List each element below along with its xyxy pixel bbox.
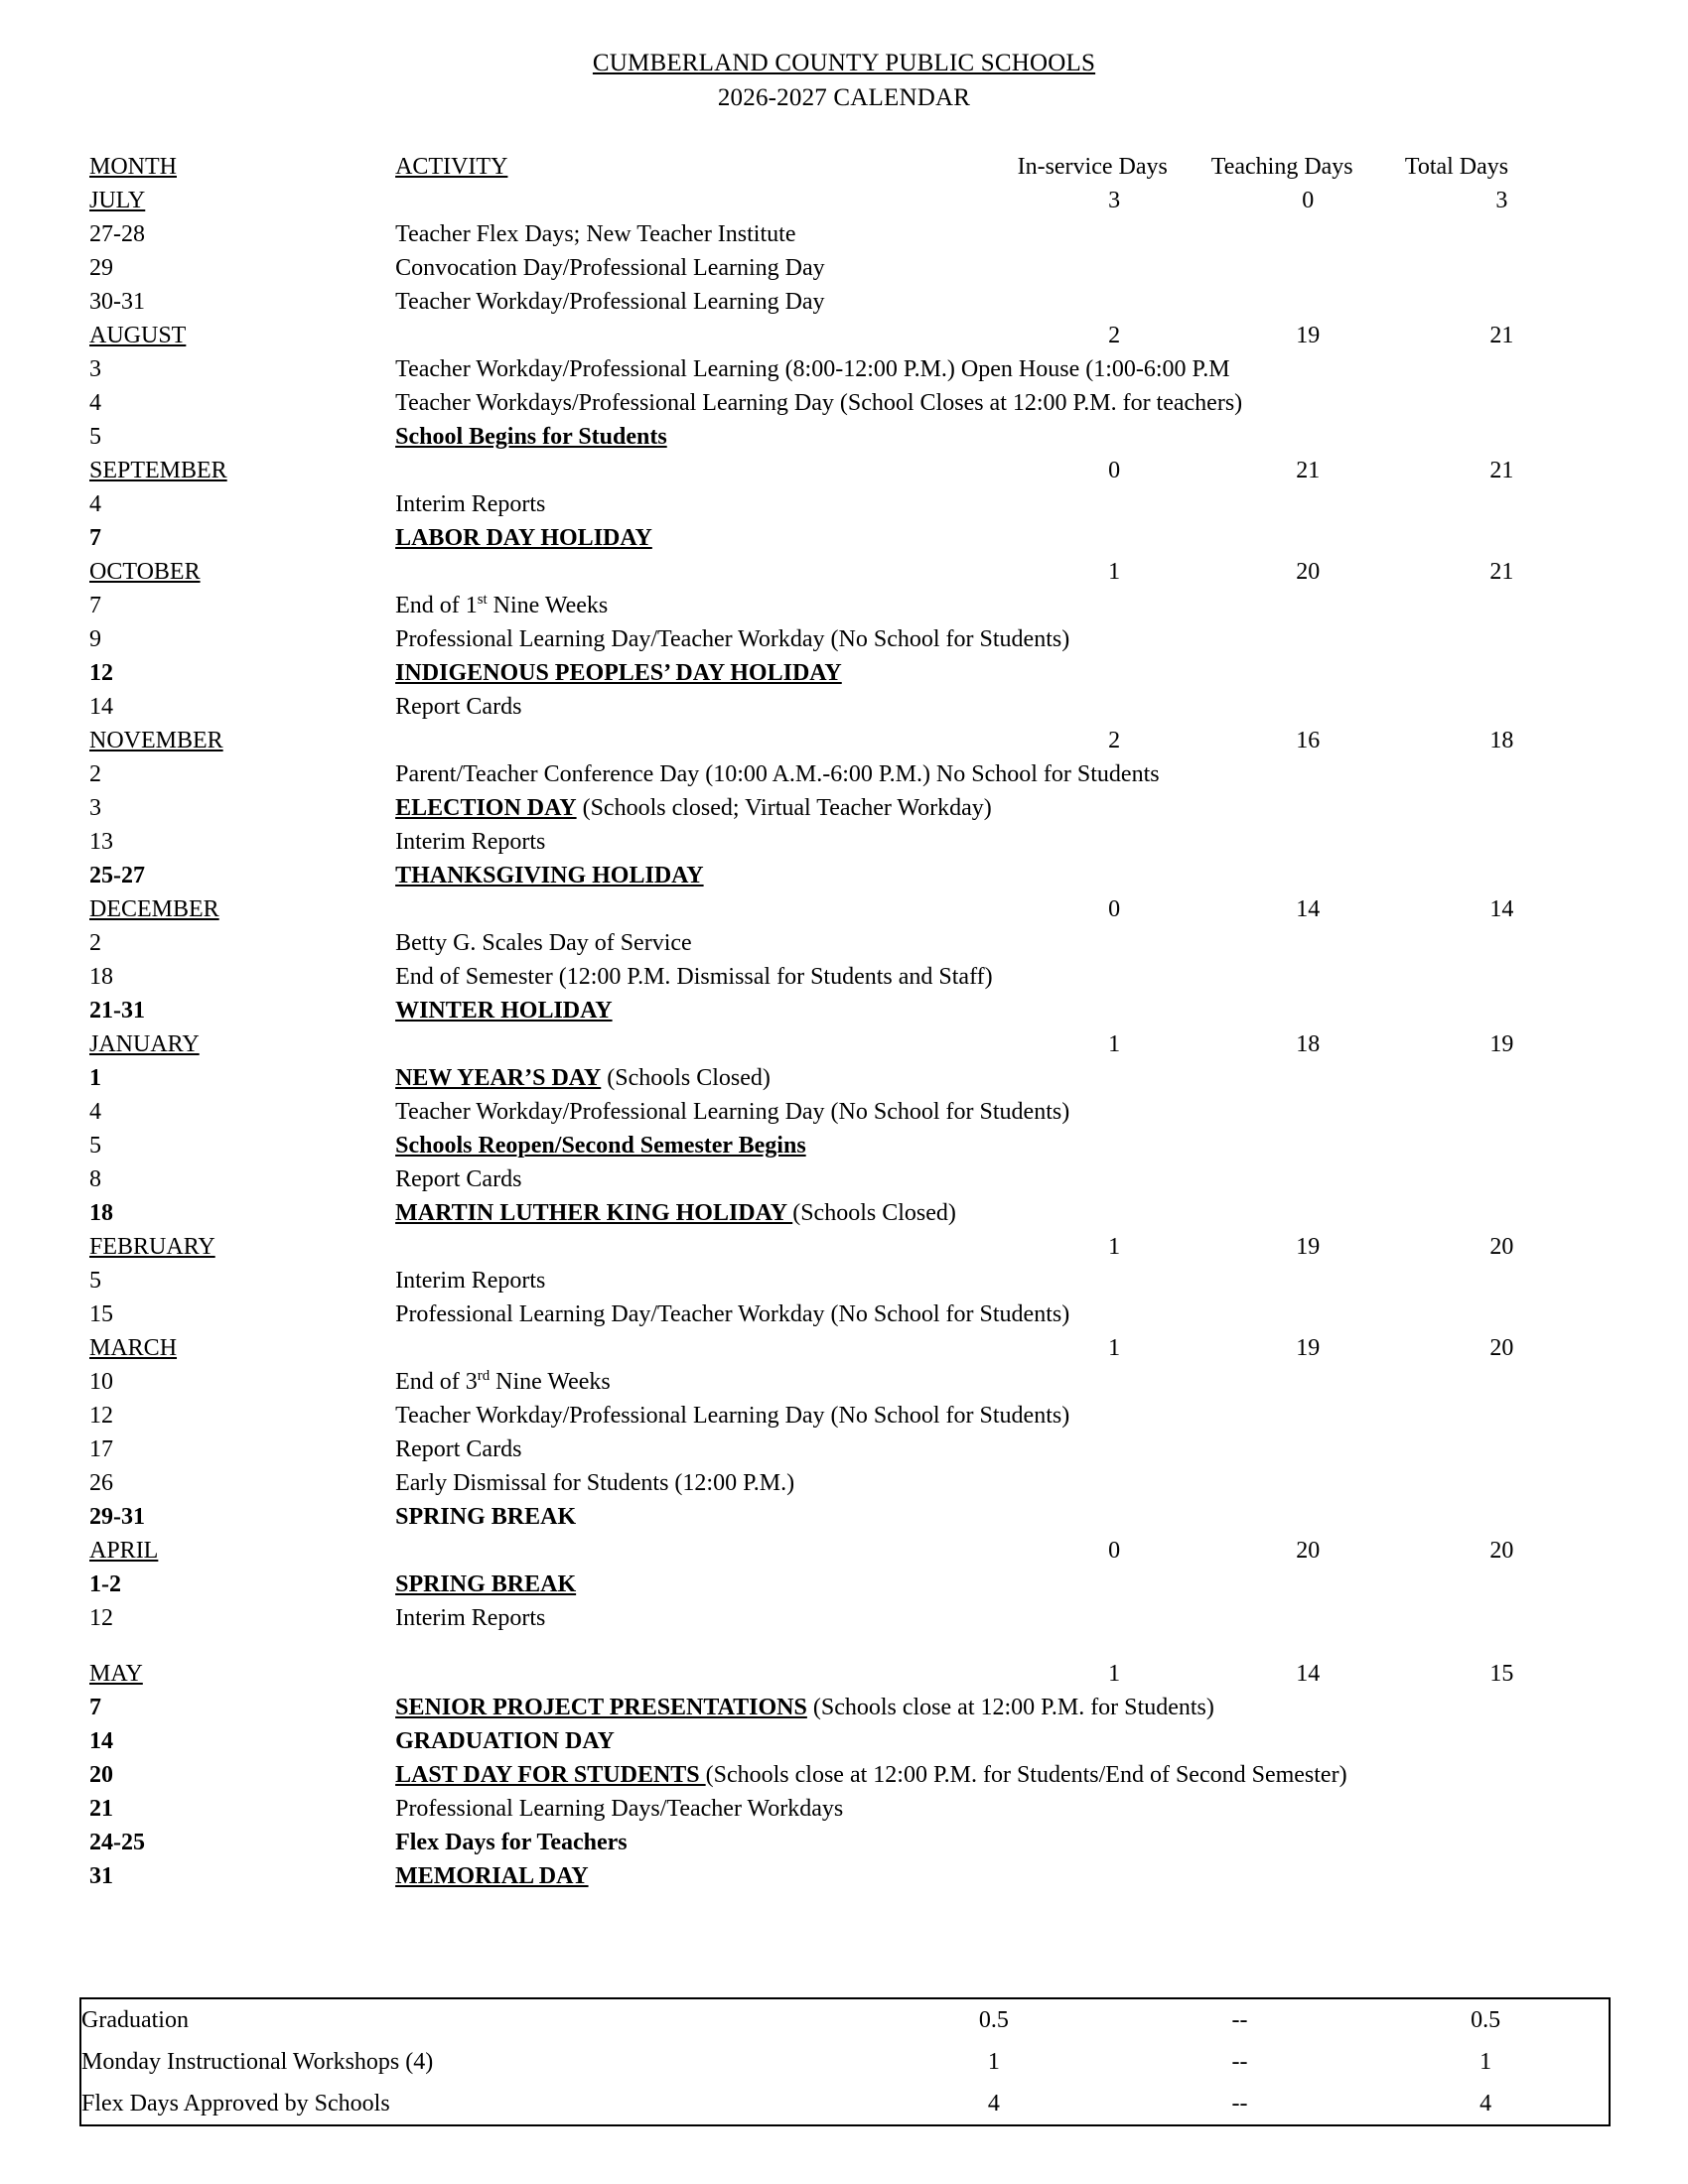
entry-day: 26 xyxy=(89,1470,113,1496)
month-teaching-days: 20 xyxy=(1296,559,1321,585)
month-total-days: 18 xyxy=(1489,728,1514,753)
entry-activity: Professional Learning Days/Teacher Workdays xyxy=(395,1796,844,1822)
month-teaching-days: 16 xyxy=(1296,728,1321,753)
entry-day: 29-31 xyxy=(89,1504,145,1530)
header-teaching: Teaching Days xyxy=(1210,154,1353,180)
month-teaching-days: 21 xyxy=(1296,458,1321,483)
month-total-days: 3 xyxy=(1495,188,1508,213)
month-name: MARCH xyxy=(89,1335,178,1361)
calendar-entry-row xyxy=(89,352,1599,386)
month-total-days: 20 xyxy=(1489,1335,1514,1361)
calendar-entry-row xyxy=(89,1500,1599,1534)
month-teaching-days: 14 xyxy=(1296,896,1321,922)
entry-day: 2 xyxy=(89,761,101,787)
calendar-entry-row xyxy=(89,1466,1599,1500)
entry-day: 8 xyxy=(89,1166,101,1192)
month-name: DECEMBER xyxy=(89,896,219,922)
calendar-entry-row xyxy=(89,690,1599,724)
entry-activity: Professional Learning Day/Teacher Workday (No School for Students) xyxy=(395,1301,1070,1327)
month-name: AUGUST xyxy=(89,323,187,348)
calendar-entry-row xyxy=(89,791,1599,825)
entry-activity: Interim Reports xyxy=(395,829,546,855)
entry-activity: SPRING BREAK xyxy=(395,1504,577,1530)
entry-day: 12 xyxy=(89,660,113,686)
summary-total: 0.5 xyxy=(1471,2007,1501,2033)
entry-activity: End of 1st Nine Weeks xyxy=(395,592,609,618)
month-total-days: 19 xyxy=(1489,1031,1514,1057)
summary-row xyxy=(81,1999,1609,2041)
entry-activity: Report Cards xyxy=(395,694,522,720)
entry-activity: ELECTION DAY xyxy=(395,795,577,821)
entry-activity: LAST DAY FOR STUDENTS xyxy=(395,1762,706,1788)
month-total-days: 20 xyxy=(1489,1538,1514,1564)
calendar-entry-row xyxy=(89,1568,1599,1601)
entry-activity: End of 3rd Nine Weeks xyxy=(395,1368,611,1395)
calendar-entry-row xyxy=(89,859,1599,892)
title-line-1: CUMBERLAND COUNTY PUBLIC SCHOOLS xyxy=(592,50,1096,76)
entry-activity-note: (Schools Closed) xyxy=(601,1065,771,1091)
calendar-table xyxy=(89,150,1599,1893)
month-in-service-days: 0 xyxy=(1108,1538,1121,1564)
entry-day: 7 xyxy=(89,593,101,618)
calendar-entry-row xyxy=(89,217,1599,251)
month-total-days: 21 xyxy=(1489,559,1514,585)
month-row xyxy=(89,724,1599,757)
summary-box xyxy=(79,1997,1611,2126)
entry-day: 21-31 xyxy=(89,998,145,1024)
entry-activity: Schools Reopen/Second Semester Begins xyxy=(395,1133,806,1159)
entry-activity-note: (Schools close at 12:00 P.M. for Students) xyxy=(806,1695,1214,1720)
calendar-entry-row xyxy=(89,1601,1599,1635)
entry-day: 21 xyxy=(89,1796,113,1822)
entry-activity: Early Dismissal for Students (12:00 P.M.) xyxy=(395,1470,795,1496)
spacer-row xyxy=(89,1635,1599,1657)
calendar-entry-row xyxy=(89,1859,1599,1893)
entry-day: 29 xyxy=(89,255,113,281)
entry-activity: Interim Reports xyxy=(395,1268,546,1294)
month-name: FEBRUARY xyxy=(89,1234,215,1260)
month-in-service-days: 1 xyxy=(1108,1031,1121,1057)
entry-day: 1-2 xyxy=(89,1571,121,1597)
entry-activity: Teacher Workdays/Professional Learning Day (School Closes at 12:00 P.M. for teachers) xyxy=(395,390,1243,416)
calendar-entry-row xyxy=(89,825,1599,859)
entry-day: 4 xyxy=(89,491,101,517)
entry-activity-note: (Schools closed; Virtual Teacher Workday) xyxy=(576,795,992,821)
calendar-entry-row xyxy=(89,251,1599,285)
calendar-entry-row xyxy=(89,1691,1599,1724)
entry-day: 18 xyxy=(89,1200,113,1226)
entry-activity: WINTER HOLIDAY xyxy=(395,998,613,1024)
calendar-entry-row xyxy=(89,960,1599,994)
month-name: JULY xyxy=(89,188,146,213)
calendar-entry-row xyxy=(89,1433,1599,1466)
calendar-entry-row xyxy=(89,1196,1599,1230)
month-row xyxy=(89,892,1599,926)
month-row xyxy=(89,1027,1599,1061)
summary-in-service: 0.5 xyxy=(978,2007,1009,2033)
month-name: NOVEMBER xyxy=(89,728,223,753)
summary-label: Monday Instructional Workshops (4) xyxy=(81,2049,434,2075)
calendar-entry-row xyxy=(89,1792,1599,1826)
month-name: SEPTEMBER xyxy=(89,458,227,483)
month-total-days: 20 xyxy=(1489,1234,1514,1260)
month-in-service-days: 0 xyxy=(1108,458,1121,483)
summary-total: 4 xyxy=(1479,2091,1492,2116)
month-teaching-days: 20 xyxy=(1296,1538,1321,1564)
entry-day: 3 xyxy=(89,356,101,382)
entry-day: 4 xyxy=(89,390,101,416)
calendar-entry-row xyxy=(89,285,1599,319)
entry-activity: MARTIN LUTHER KING HOLIDAY xyxy=(395,1200,793,1226)
month-row xyxy=(89,319,1599,352)
summary-teaching: -- xyxy=(1231,2091,1248,2116)
entry-activity: Teacher Workday/Professional Learning Day (No School for Students) xyxy=(395,1403,1070,1429)
calendar-entry-row xyxy=(89,656,1599,690)
month-teaching-days: 18 xyxy=(1296,1031,1321,1057)
month-in-service-days: 3 xyxy=(1108,188,1121,213)
entry-day: 25-27 xyxy=(89,863,145,888)
title-line-2: 2026-2027 CALENDAR xyxy=(717,84,971,111)
month-teaching-days: 19 xyxy=(1296,323,1321,348)
entry-day: 5 xyxy=(89,1268,101,1294)
calendar-entry-row xyxy=(89,589,1599,622)
entry-day: 7 xyxy=(89,525,101,551)
entry-activity: NEW YEAR’S DAY xyxy=(395,1065,602,1091)
entry-day: 20 xyxy=(89,1762,113,1788)
entry-day: 30-31 xyxy=(89,289,145,315)
month-in-service-days: 2 xyxy=(1108,728,1121,753)
calendar-entry-row xyxy=(89,1095,1599,1129)
entry-activity: LABOR DAY HOLIDAY xyxy=(395,525,652,551)
month-total-days: 14 xyxy=(1489,896,1514,922)
month-in-service-days: 1 xyxy=(1108,559,1121,585)
entry-activity: Professional Learning Day/Teacher Workday (No School for Students) xyxy=(395,626,1070,652)
entry-day: 15 xyxy=(89,1301,113,1327)
month-in-service-days: 2 xyxy=(1108,323,1121,348)
summary-in-service: 1 xyxy=(987,2049,1000,2075)
calendar-entry-row xyxy=(89,1297,1599,1331)
entry-day: 31 xyxy=(89,1863,113,1889)
table-header-row xyxy=(89,150,1599,184)
month-row xyxy=(89,1230,1599,1264)
summary-label: Flex Days Approved by Schools xyxy=(81,2091,390,2116)
calendar-entry-row xyxy=(89,994,1599,1027)
calendar-entry-row xyxy=(89,386,1599,420)
month-teaching-days: 14 xyxy=(1296,1661,1321,1687)
month-name: JANUARY xyxy=(89,1031,200,1057)
entry-day: 4 xyxy=(89,1099,101,1125)
entry-activity: SENIOR PROJECT PRESENTATIONS xyxy=(395,1695,807,1720)
summary-teaching: -- xyxy=(1231,2049,1248,2075)
calendar-entry-row xyxy=(89,1264,1599,1297)
calendar-entry-row xyxy=(89,757,1599,791)
entry-activity: Teacher Workday/Professional Learning Day xyxy=(395,289,825,315)
summary-total: 1 xyxy=(1479,2049,1492,2075)
month-row xyxy=(89,1534,1599,1568)
month-teaching-days: 19 xyxy=(1296,1335,1321,1361)
calendar-entry-row xyxy=(89,521,1599,555)
entry-activity: Teacher Workday/Professional Learning Day (No School for Students) xyxy=(395,1099,1070,1125)
calendar-entry-row xyxy=(89,420,1599,454)
entry-activity: End of Semester (12:00 P.M. Dismissal for Students and Staff) xyxy=(395,964,993,990)
month-in-service-days: 1 xyxy=(1108,1234,1121,1260)
header-in-service: In-service Days xyxy=(1017,154,1168,180)
month-total-days: 15 xyxy=(1489,1661,1514,1687)
entry-activity: Interim Reports xyxy=(395,1605,546,1631)
calendar-entry-row xyxy=(89,1724,1599,1758)
entry-day: 27-28 xyxy=(89,221,145,247)
calendar-entry-row xyxy=(89,1758,1599,1792)
month-in-service-days: 0 xyxy=(1108,896,1121,922)
summary-table xyxy=(81,1999,1609,2124)
entry-activity: SPRING BREAK xyxy=(395,1571,577,1597)
entry-day: 5 xyxy=(89,1133,101,1159)
month-in-service-days: 1 xyxy=(1108,1335,1121,1361)
summary-in-service: 4 xyxy=(987,2091,1000,2116)
summary-teaching: -- xyxy=(1231,2007,1248,2033)
entry-day: 14 xyxy=(89,1728,113,1754)
month-row xyxy=(89,1331,1599,1365)
summary-row xyxy=(81,2083,1609,2124)
header-month: MONTH xyxy=(89,154,177,180)
month-total-days: 21 xyxy=(1489,458,1514,483)
entry-day: 24-25 xyxy=(89,1830,145,1855)
calendar-entry-row xyxy=(89,1129,1599,1162)
entry-activity: GRADUATION DAY xyxy=(395,1728,615,1754)
entry-day: 13 xyxy=(89,829,113,855)
entry-day: 12 xyxy=(89,1605,113,1631)
entry-day: 7 xyxy=(89,1695,101,1720)
entry-activity: Teacher Workday/Professional Learning (8:00-12:00 P.M.) Open House (1:00-6:00 P.M xyxy=(395,356,1230,382)
entry-activity: Betty G. Scales Day of Service xyxy=(395,930,692,956)
entry-day: 10 xyxy=(89,1369,113,1395)
entry-activity: School Begins for Students xyxy=(395,424,667,450)
entry-day: 2 xyxy=(89,930,101,956)
entry-day: 3 xyxy=(89,795,101,821)
entry-activity: Flex Days for Teachers xyxy=(395,1830,628,1855)
entry-day: 12 xyxy=(89,1403,113,1429)
entry-day: 18 xyxy=(89,964,113,990)
entry-day: 5 xyxy=(89,424,101,450)
calendar-entry-row xyxy=(89,622,1599,656)
month-in-service-days: 1 xyxy=(1108,1661,1121,1687)
entry-activity-note: (Schools close at 12:00 P.M. for Students/End of Second Semester) xyxy=(705,1762,1347,1788)
entry-activity: Convocation Day/Professional Learning Day xyxy=(395,255,825,281)
calendar-entry-row xyxy=(89,1399,1599,1433)
month-row xyxy=(89,1657,1599,1691)
entry-activity-note: (Schools Closed) xyxy=(792,1200,956,1226)
entry-activity: Interim Reports xyxy=(395,491,546,517)
calendar-entry-row xyxy=(89,1365,1599,1399)
month-teaching-days: 0 xyxy=(1302,188,1315,213)
entry-activity: Report Cards xyxy=(395,1166,522,1192)
calendar-entry-row xyxy=(89,926,1599,960)
month-total-days: 21 xyxy=(1489,323,1514,348)
entry-day: 1 xyxy=(89,1065,101,1091)
entry-activity: THANKSGIVING HOLIDAY xyxy=(395,863,704,888)
entry-day: 14 xyxy=(89,694,113,720)
calendar-entry-row xyxy=(89,487,1599,521)
calendar-entry-row xyxy=(89,1061,1599,1095)
calendar-entry-row xyxy=(89,1826,1599,1859)
month-teaching-days: 19 xyxy=(1296,1234,1321,1260)
calendar-entry-row xyxy=(89,1162,1599,1196)
month-name: OCTOBER xyxy=(89,559,201,585)
summary-label: Graduation xyxy=(81,2007,189,2033)
month-row xyxy=(89,555,1599,589)
entry-day: 17 xyxy=(89,1436,113,1462)
summary-row xyxy=(81,2041,1609,2083)
month-name: MAY xyxy=(89,1661,143,1687)
entry-activity: Report Cards xyxy=(395,1436,522,1462)
entry-activity: Teacher Flex Days; New Teacher Institute xyxy=(395,221,796,247)
entry-activity: Parent/Teacher Conference Day (10:00 A.M.-6:00 P.M.) No School for Students xyxy=(395,761,1160,787)
entry-day: 9 xyxy=(89,626,101,652)
month-row xyxy=(89,454,1599,487)
document-title xyxy=(89,50,1599,112)
header-activity: ACTIVITY xyxy=(395,154,508,180)
month-name: APRIL xyxy=(89,1538,159,1564)
entry-activity: MEMORIAL DAY xyxy=(395,1863,589,1889)
header-total: Total Days xyxy=(1404,154,1509,180)
month-row xyxy=(89,184,1599,217)
entry-activity: INDIGENOUS PEOPLES’ DAY HOLIDAY xyxy=(395,660,842,686)
